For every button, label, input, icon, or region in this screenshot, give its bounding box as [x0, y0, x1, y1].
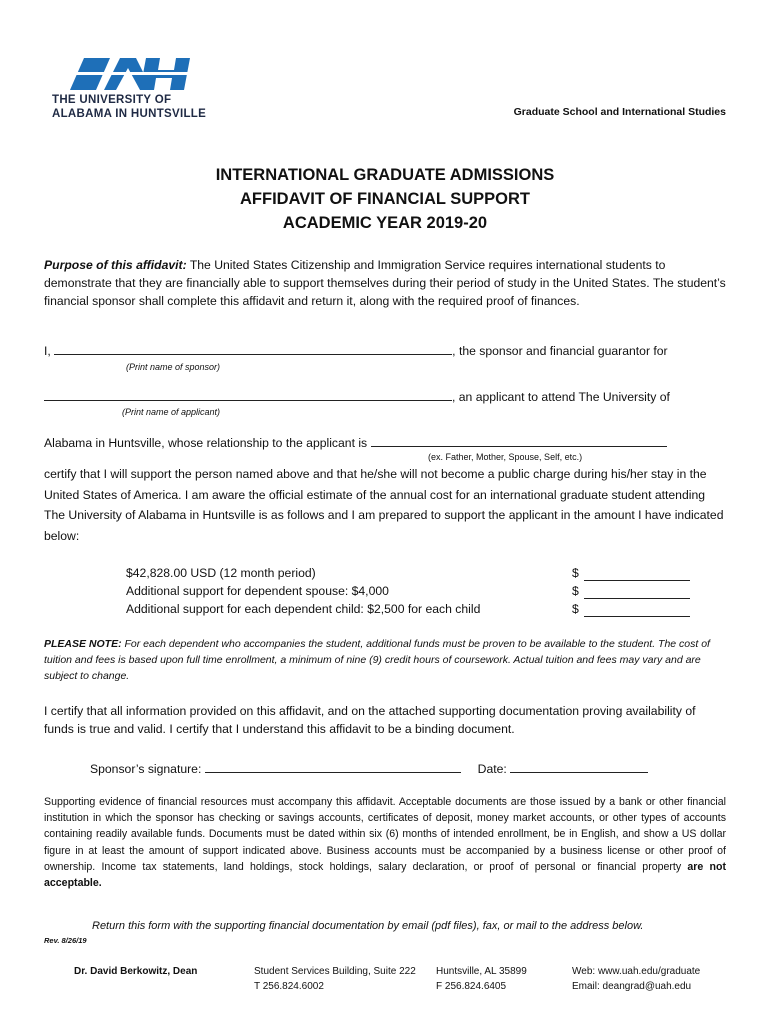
amount-field[interactable]: [584, 580, 690, 581]
revision-label: Rev. 8/26/19: [44, 936, 87, 945]
logo-line-1: THE UNIVERSITY OF: [52, 94, 172, 106]
uah-logo-mark-icon: [70, 56, 190, 92]
note-label: PLEASE NOTE:: [44, 638, 122, 650]
department-name: Graduate School and International Studies: [513, 106, 726, 118]
applicant-line: [44, 388, 670, 404]
cost-item-label: $42,828.00 USD (12 month period): [126, 566, 316, 580]
note-text: For each dependent who accompanies the student, additional funds must be proven to be available to the student. The cost of tuition and fees is based upon full time enrollment, a minimum of nine (9) credit hours of coursework. Actual tuition and fees may vary and are subject to change.: [44, 638, 710, 682]
amount-field[interactable]: [584, 616, 690, 617]
purpose-label: Purpose of this affidavit:: [44, 258, 187, 272]
date-field[interactable]: [510, 760, 648, 773]
applicant-name-field[interactable]: [44, 388, 452, 401]
applicant-hint: (Print name of applicant): [122, 407, 221, 417]
logo-line-2: ALABAMA IN HUNTSVILLE: [52, 108, 207, 120]
certify-paragraph: certify that I will support the person named above and that he/she will not become a public charge during his/her stay in the United States of America. I am aware the official estimate of the annual cost for an international graduate student attending The University of Alabama in Huntsville is as follows and I am prepared to support the applicant in the amount I have indicated below:: [44, 467, 724, 543]
return-note: Return this form with the supporting financial documentation by email (pdf files), fax, or mail to the address below.: [92, 920, 644, 932]
fax: F 256.824.6405: [436, 981, 507, 992]
dean-name: Dr. David Berkowitz, Dean: [74, 966, 198, 977]
i-prefix: I,: [44, 344, 51, 358]
purpose-text: The United States Citizenship and Immigration Service requires international students to demonstrate that they are financially able to support themselves during their period of study in the United States. The student’s financial sponsor shall complete this affidavit and return it, along with the required proof of finances.: [44, 258, 726, 308]
web-link[interactable]: Web: www.uah.edu/graduate: [572, 966, 701, 977]
title-line-2: AFFIDAVIT OF FINANCIAL SUPPORT: [240, 190, 530, 208]
cost-item-label: Additional support for each dependent child: $2,500 for each child: [126, 602, 481, 616]
relationship-prefix: Alabama in Huntsville, whose relationship to the applicant is: [44, 436, 368, 450]
evidence-bold: are not acceptable.: [44, 860, 726, 890]
title-line-3: ACADEMIC YEAR 2019-20: [282, 214, 488, 232]
sponsor-name-field[interactable]: [54, 342, 452, 355]
signature-field[interactable]: [205, 760, 461, 773]
city: Huntsville, AL 35899: [436, 966, 527, 977]
footer-contact: [572, 964, 700, 994]
university-logo: [52, 56, 212, 122]
please-note: [44, 636, 728, 684]
cost-item-label: Additional support for dependent spouse: $4,000: [126, 584, 389, 598]
relationship-line: [44, 434, 667, 450]
building: Student Services Building, Suite 222: [254, 966, 416, 977]
footer-address: [254, 964, 416, 994]
purpose-paragraph: [44, 256, 726, 310]
dollar-sign: $: [572, 566, 579, 580]
email-link[interactable]: Email: deangrad@uah.edu: [572, 981, 692, 992]
footer-city: [436, 964, 527, 994]
relationship-hint: (ex. Father, Mother, Spouse, Self, etc.): [428, 452, 583, 462]
certification-paragraph: I certify that all information provided on this affidavit, and on the attached supporting documentation proving availability of funds is true and valid. I certify that I understand this affidavit to be a binding document.: [44, 704, 696, 736]
sponsor-hint: (Print name of sponsor): [126, 362, 221, 372]
dollar-sign: $: [572, 584, 579, 598]
evidence-text: Supporting evidence of financial resources must accompany this affidavit. Acceptable documents are those issued by a bank or other financial institution in which the sponsor has checking or savings accounts, certificates of deposit, money market accounts, or other types of accounts containing readily available funds. Documents must be dated within six (6) months of intended enrollment, be in English, and show a US dollar figure in at least the amount of support indicated above. Business accounts must be accompanied by a business license or other proof of ownership. Income tax statements, land holdings, stock holdings, salary declaration, or proof of personal or financial property: [44, 796, 726, 873]
title-line-1: INTERNATIONAL GRADUATE ADMISSIONS: [215, 166, 555, 184]
relationship-field[interactable]: [371, 434, 667, 447]
amount-field[interactable]: [584, 598, 690, 599]
date-label: Date:: [477, 762, 507, 776]
dollar-sign: $: [572, 602, 579, 616]
phone: T 256.824.6002: [254, 981, 324, 992]
signature-line: [90, 760, 648, 776]
evidence-paragraph: [44, 794, 726, 891]
sponsor-line: [44, 342, 668, 358]
signature-label: Sponsor’s signature:: [90, 762, 202, 776]
sponsor-suffix: , the sponsor and financial guarantor for: [452, 344, 668, 358]
applicant-suffix: , an applicant to attend The University of: [452, 390, 670, 404]
